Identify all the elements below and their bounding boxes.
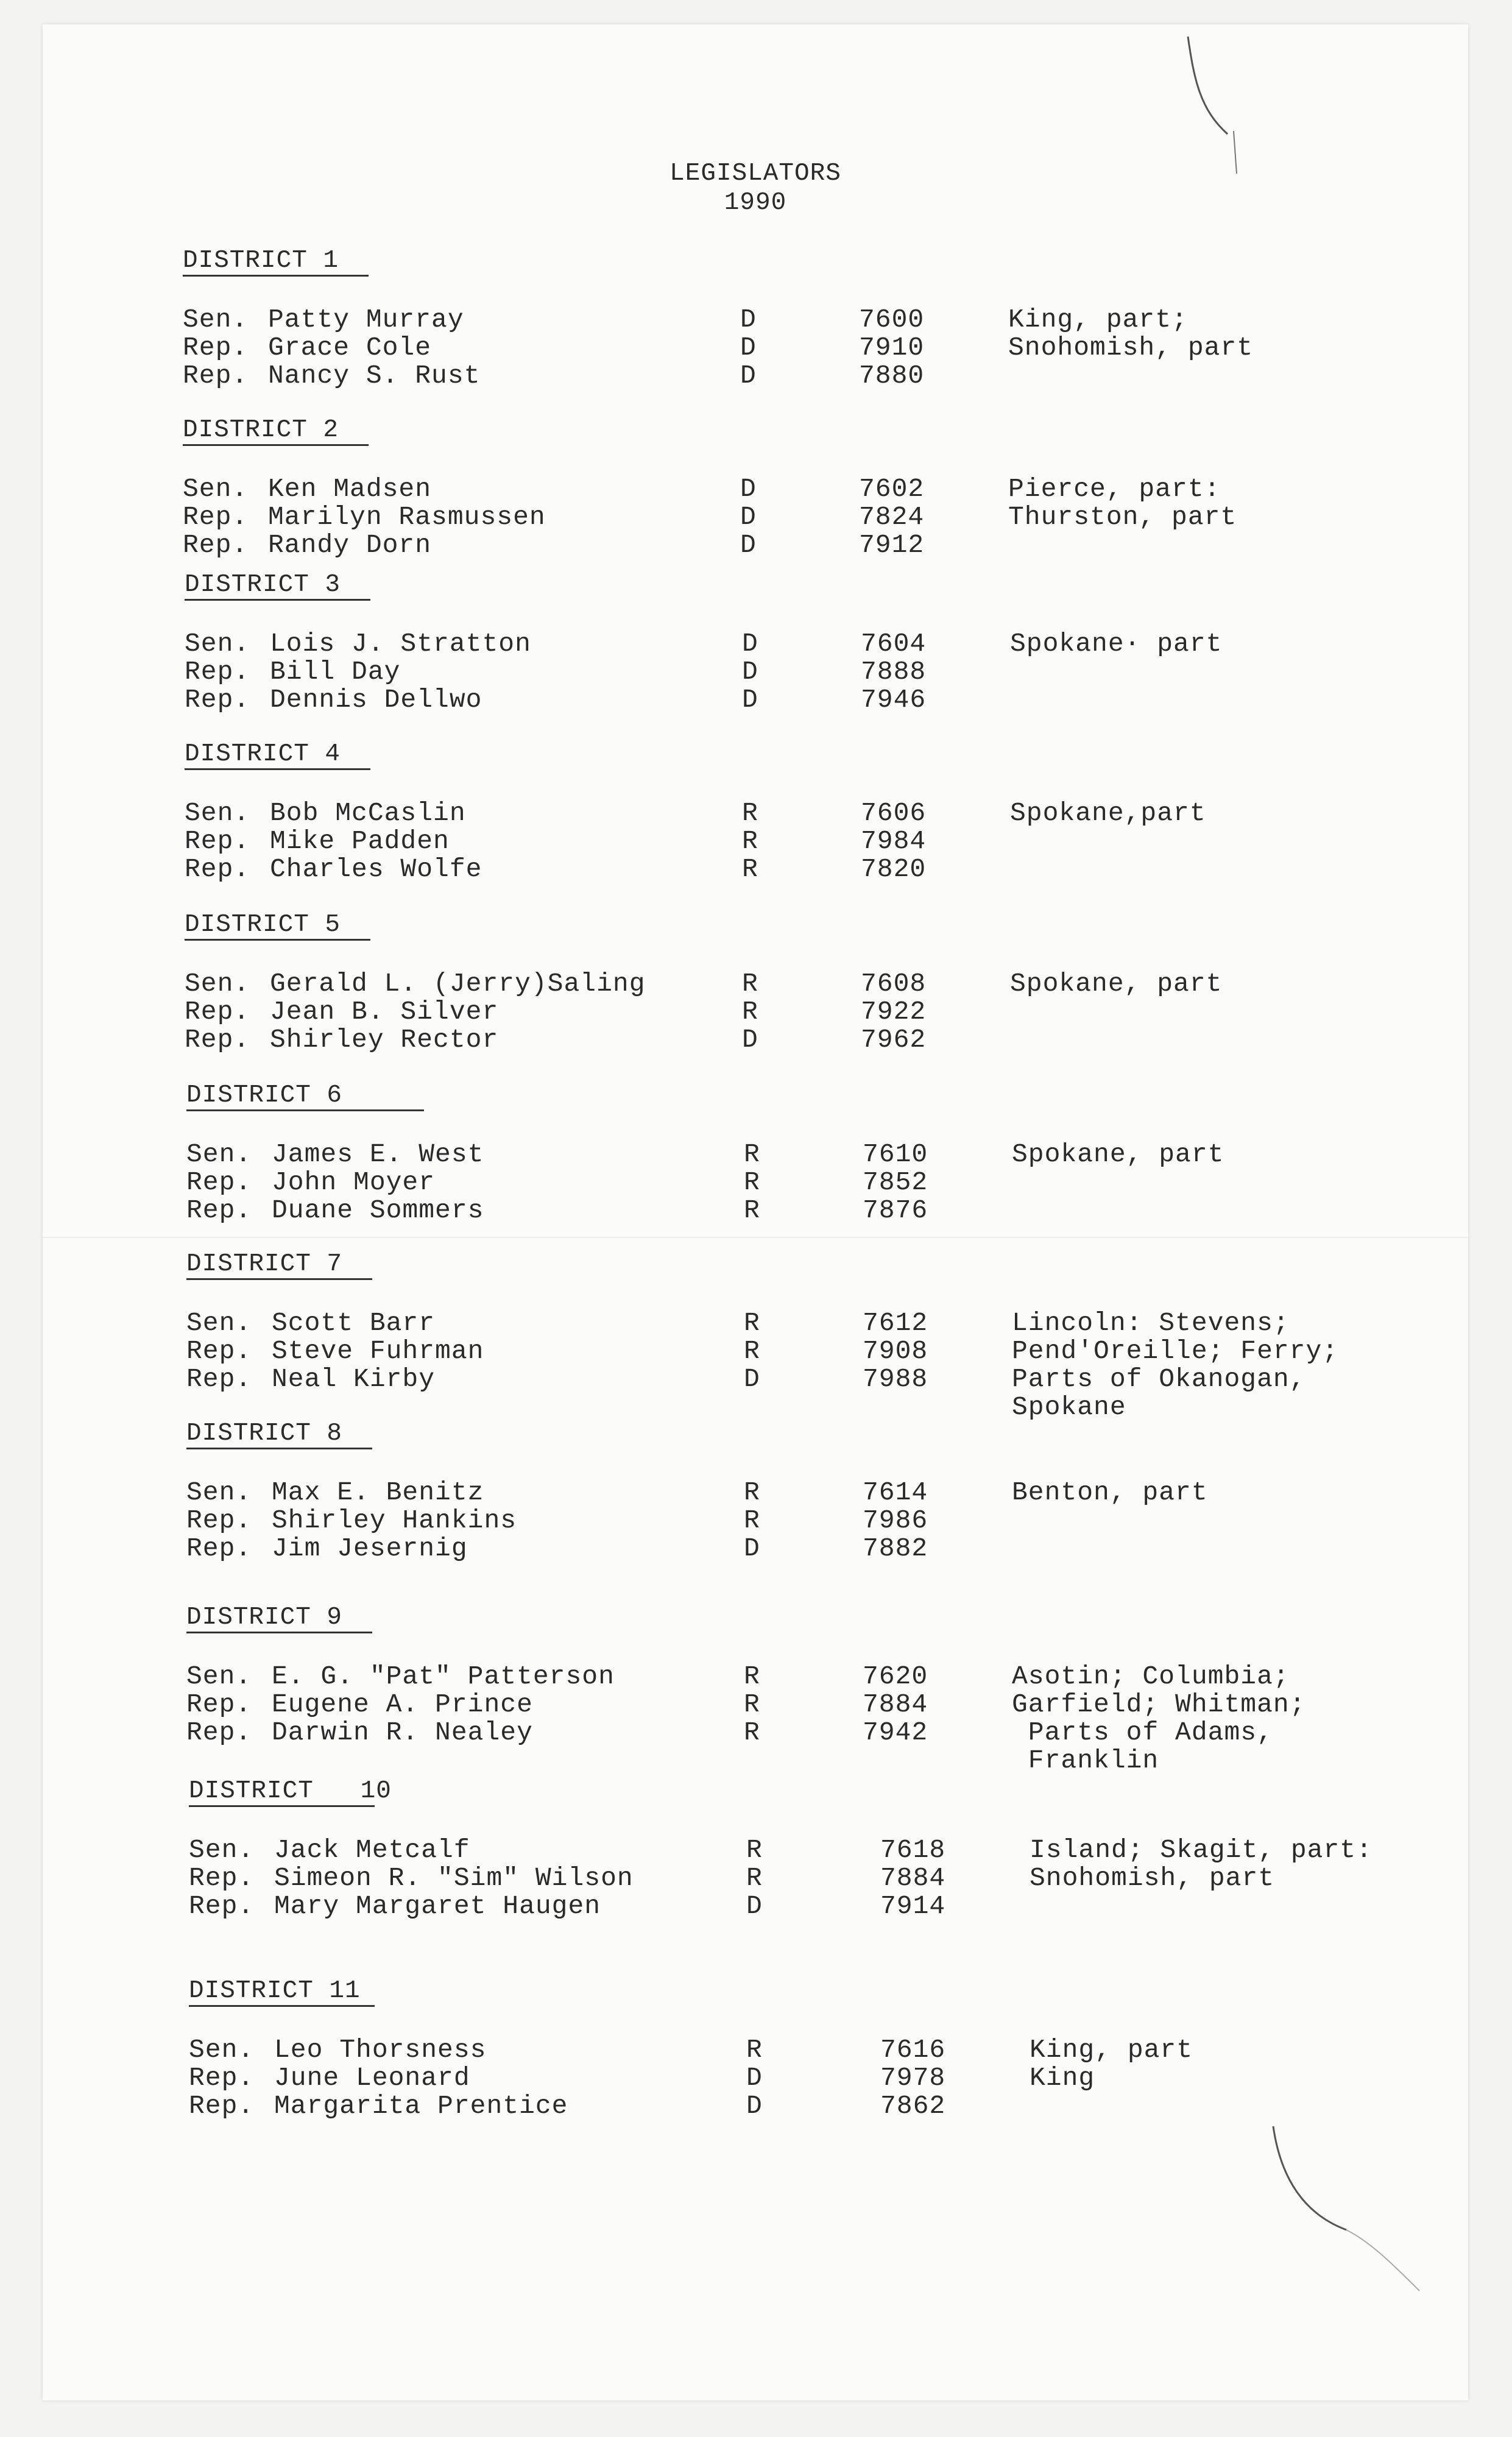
district-area: Island; Skagit, part:: [1030, 1835, 1372, 1865]
member-title: Rep.: [183, 361, 249, 391]
member-title: Rep.: [186, 1717, 252, 1747]
district-heading: DISTRICT 11: [189, 1977, 361, 2005]
member-phone: 7986: [863, 1505, 928, 1535]
member-party: R: [744, 1336, 760, 1366]
member-party: D: [740, 474, 757, 504]
district-area: Franklin: [1012, 1746, 1159, 1775]
member-phone: 7984: [861, 826, 927, 856]
member-party: D: [740, 502, 757, 532]
member-name: Eugene A. Prince: [272, 1689, 533, 1719]
member-name: Jim Jesernig: [272, 1533, 468, 1563]
member-name: Jean B. Silver: [270, 997, 499, 1027]
member-phone: 7614: [863, 1477, 928, 1507]
member-name: James E. West: [272, 1139, 484, 1169]
member-title: Rep.: [186, 1689, 252, 1719]
member-title: Sen.: [183, 305, 249, 334]
district-heading: DISTRICT 3: [185, 571, 341, 599]
member-phone: 7616: [880, 2035, 946, 2065]
member-name: Neal Kirby: [272, 1364, 436, 1394]
member-name: Leo Thorsness: [274, 2035, 487, 2065]
member-party: R: [744, 1689, 760, 1719]
member-name: Grace Cole: [268, 333, 432, 363]
member-phone: 7884: [863, 1689, 928, 1719]
member-phone: 7862: [880, 2091, 946, 2121]
member-phone: 7946: [861, 685, 927, 715]
member-party: R: [744, 1308, 760, 1338]
district-area: King, part: [1030, 2035, 1193, 2065]
doc-year: 1990: [724, 189, 787, 217]
district-area: Snohomish, part: [1008, 333, 1254, 363]
member-phone: 7600: [859, 305, 925, 334]
member-title: Sen.: [186, 1661, 252, 1691]
district-area: Spokane,part: [1010, 798, 1206, 828]
member-phone: 7914: [880, 1891, 946, 1921]
district-area: Snohomish, part: [1030, 1863, 1275, 1893]
member-title: Rep.: [186, 1533, 252, 1563]
member-phone: 7978: [880, 2063, 946, 2093]
member-title: Rep.: [186, 1167, 252, 1197]
member-party: D: [740, 305, 757, 334]
member-name: Scott Barr: [272, 1308, 436, 1338]
member-title: Sen.: [186, 1477, 252, 1507]
member-party: R: [744, 1167, 760, 1197]
district-area: Spokane: [1012, 1392, 1126, 1422]
member-title: Sen.: [189, 1835, 255, 1865]
doc-title: LEGISLATORS: [669, 160, 841, 188]
member-phone: 7612: [863, 1308, 928, 1338]
member-phone: 7922: [861, 997, 927, 1027]
member-name: Jack Metcalf: [274, 1835, 470, 1865]
member-phone: 7910: [859, 333, 925, 363]
member-name: Duane Sommers: [272, 1195, 484, 1225]
member-title: Rep.: [186, 1195, 252, 1225]
member-name: Gerald L. (Jerry)Saling: [270, 969, 646, 999]
member-party: D: [746, 2091, 763, 2121]
member-name: Steve Fuhrman: [272, 1336, 484, 1366]
member-party: R: [744, 1195, 760, 1225]
member-party: D: [746, 1891, 763, 1921]
member-party: R: [746, 2035, 763, 2065]
district-heading: DISTRICT 9: [186, 1604, 343, 1632]
member-party: D: [744, 1533, 760, 1563]
member-title: Rep.: [189, 2063, 255, 2093]
member-name: Charles Wolfe: [270, 854, 482, 884]
member-phone: 7884: [880, 1863, 946, 1893]
district-heading: DISTRICT 7: [186, 1250, 343, 1278]
member-party: D: [740, 530, 757, 560]
member-phone: 7606: [861, 798, 927, 828]
district-heading: DISTRICT 10: [189, 1777, 392, 1805]
member-title: Rep.: [186, 1364, 252, 1394]
member-title: Sen.: [185, 798, 250, 828]
member-party: R: [744, 1661, 760, 1691]
member-title: Rep.: [183, 530, 249, 560]
member-party: R: [746, 1863, 763, 1893]
document-page: [43, 24, 1468, 2400]
district-area: Parts of Okanogan,: [1012, 1364, 1306, 1394]
member-phone: 7888: [861, 657, 927, 687]
member-name: Shirley Rector: [270, 1025, 499, 1055]
paper-crease-marks: [43, 24, 1468, 2400]
district-area: Asotin; Columbia;: [1012, 1661, 1290, 1691]
member-name: E. G. "Pat" Patterson: [272, 1661, 615, 1691]
member-phone: 7942: [863, 1717, 928, 1747]
member-name: Ken Madsen: [268, 474, 432, 504]
member-phone: 7824: [859, 502, 925, 532]
member-name: Lois J. Stratton: [270, 629, 531, 659]
member-party: R: [742, 798, 758, 828]
member-title: Rep.: [186, 1336, 252, 1366]
member-name: Max E. Benitz: [272, 1477, 484, 1507]
district-area: Lincoln: Stevens;: [1012, 1308, 1290, 1338]
member-party: R: [746, 1835, 763, 1865]
member-party: R: [744, 1505, 760, 1535]
member-name: Bob McCaslin: [270, 798, 466, 828]
member-party: D: [740, 361, 757, 391]
district-area: Spokane· part: [1010, 629, 1223, 659]
member-party: R: [742, 969, 758, 999]
member-phone: 7882: [863, 1533, 928, 1563]
member-title: Rep.: [183, 333, 249, 363]
member-phone: 7962: [861, 1025, 927, 1055]
member-phone: 7820: [861, 854, 927, 884]
member-name: Mike Padden: [270, 826, 450, 856]
member-title: Rep.: [189, 1863, 255, 1893]
member-party: D: [740, 333, 757, 363]
member-phone: 7852: [863, 1167, 928, 1197]
member-title: Rep.: [185, 826, 250, 856]
member-phone: 7620: [863, 1661, 928, 1691]
member-phone: 7876: [863, 1195, 928, 1225]
member-title: Rep.: [185, 997, 250, 1027]
member-party: R: [742, 997, 758, 1027]
member-party: D: [746, 2063, 763, 2093]
member-phone: 7880: [859, 361, 925, 391]
district-area: Pend'Oreille; Ferry;: [1012, 1336, 1339, 1366]
district-heading: DISTRICT 2: [183, 416, 339, 444]
district-heading: DISTRICT 1: [183, 247, 339, 275]
member-name: June Leonard: [274, 2063, 470, 2093]
member-party: R: [742, 826, 758, 856]
member-name: Margarita Prentice: [274, 2091, 568, 2121]
member-phone: 7908: [863, 1336, 928, 1366]
member-name: Bill Day: [270, 657, 401, 687]
member-title: Rep.: [183, 502, 249, 532]
member-title: Sen.: [185, 969, 250, 999]
member-name: Marilyn Rasmussen: [268, 502, 546, 532]
member-title: Sen.: [186, 1139, 252, 1169]
member-name: Patty Murray: [268, 305, 464, 334]
member-party: R: [742, 854, 758, 884]
district-area: King: [1030, 2063, 1095, 2093]
district-area: Benton, part: [1012, 1477, 1208, 1507]
member-party: D: [744, 1364, 760, 1394]
member-phone: 7912: [859, 530, 925, 560]
district-heading: DISTRICT 6: [186, 1081, 343, 1109]
district-area: Thurston, part: [1008, 502, 1237, 532]
district-area: Spokane, part: [1012, 1139, 1224, 1169]
member-phone: 7604: [861, 629, 927, 659]
member-party: D: [742, 685, 758, 715]
member-party: D: [742, 657, 758, 687]
member-title: Rep.: [185, 685, 250, 715]
member-phone: 7988: [863, 1364, 928, 1394]
district-heading: DISTRICT 4: [185, 740, 341, 768]
district-area: King, part;: [1008, 305, 1188, 334]
member-title: Rep.: [185, 854, 250, 884]
member-phone: 7608: [861, 969, 927, 999]
member-phone: 7610: [863, 1139, 928, 1169]
member-title: Rep.: [185, 1025, 250, 1055]
district-area: Garfield; Whitman;: [1012, 1689, 1306, 1719]
district-heading: DISTRICT 8: [186, 1420, 343, 1448]
member-title: Sen.: [189, 2035, 255, 2065]
member-party: D: [742, 629, 758, 659]
member-name: Nancy S. Rust: [268, 361, 481, 391]
member-phone: 7618: [880, 1835, 946, 1865]
district-area: Parts of Adams,: [1012, 1717, 1273, 1747]
member-party: R: [744, 1717, 760, 1747]
district-heading: DISTRICT 5: [185, 911, 341, 939]
member-name: Randy Dorn: [268, 530, 432, 560]
member-party: R: [744, 1139, 760, 1169]
member-party: R: [744, 1477, 760, 1507]
member-phone: 7602: [859, 474, 925, 504]
member-title: Rep.: [185, 657, 250, 687]
member-title: Sen.: [183, 474, 249, 504]
member-name: Darwin R. Nealey: [272, 1717, 533, 1747]
member-title: Rep.: [189, 2091, 255, 2121]
member-name: Dennis Dellwo: [270, 685, 482, 715]
member-name: Shirley Hankins: [272, 1505, 517, 1535]
member-title: Rep.: [186, 1505, 252, 1535]
district-area: Pierce, part:: [1008, 474, 1221, 504]
member-title: Rep.: [189, 1891, 255, 1921]
member-name: Mary Margaret Haugen: [274, 1891, 601, 1921]
member-title: Sen.: [186, 1308, 252, 1338]
member-name: John Moyer: [272, 1167, 436, 1197]
district-area: Spokane, part: [1010, 969, 1223, 999]
member-name: Simeon R. "Sim" Wilson: [274, 1863, 634, 1893]
member-title: Sen.: [185, 629, 250, 659]
member-party: D: [742, 1025, 758, 1055]
